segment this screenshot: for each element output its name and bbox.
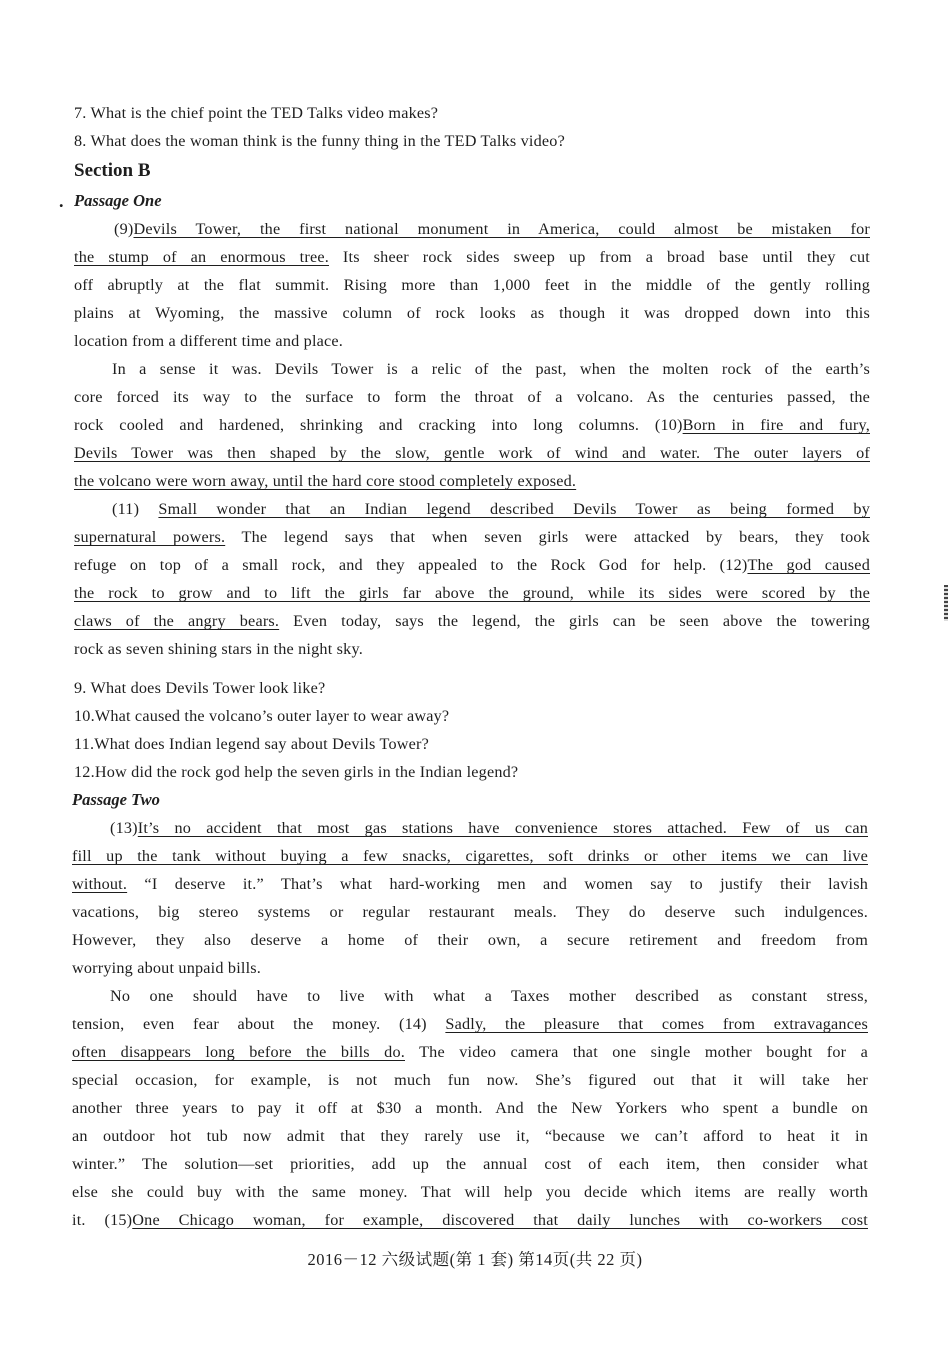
p3-line-5 [74, 611, 870, 631]
scan-edge-mark [944, 585, 948, 621]
plain-text: tension, even fear about the money. (14) [72, 1015, 446, 1033]
pt2-p2-line-3 [72, 1042, 868, 1062]
p1-line-4: plains at Wyoming, the massive column of rock looks as though it was dropped down into this [74, 304, 870, 322]
bullet-mark: . [59, 191, 64, 211]
p2-line-5 [74, 471, 576, 491]
underlined-text: Sadly, the pleasure that comes from extravagances [445, 1015, 868, 1033]
underlined-text: often disappears long before the bills do. [72, 1043, 405, 1061]
marker-11: (11) [112, 500, 159, 518]
pt2-p2-line-7: winter.” The solution—set priorities, add up the annual cost of each item, then consider what [72, 1155, 868, 1173]
p3-line-4 [74, 583, 870, 603]
pt2-p2-line-2 [72, 1014, 868, 1034]
marker-13: (13) [110, 819, 138, 837]
pt2-p1-line-4: vacations, big stereo systems or regular restaurant meals. They do deserve such indulgences. [72, 903, 868, 921]
underlined-text: One Chicago woman, for example, discovered that daily lunches with co-workers cost [132, 1211, 868, 1229]
p1-line-1 [74, 219, 870, 239]
pt2-p2-line-5: another three years to pay it off at $30 a month. And the New Yorkers who spent a bundle on [72, 1099, 868, 1117]
plain-text: Its sheer rock sides sweep up from a broad base until they cut [328, 248, 870, 266]
plain-text: “I deserve it.” That’s what hard-working men and women say to justify their lavish [127, 875, 868, 893]
underlined-text: Devils Tower was then shaped by the slow, gentle work of wind and water. The outer layers of [74, 444, 870, 462]
p3-line-1 [74, 499, 870, 519]
underlined-text: the stump of an enormous tree. [74, 248, 329, 266]
underlined-text: claws of the angry bears. [74, 612, 280, 630]
underlined-text: without. [72, 875, 128, 893]
plain-text: rock cooled and hardened, shrinking and cracking into long columns. (10) [74, 416, 683, 434]
pt2-p2-line-9 [72, 1210, 868, 1230]
plain-text: The video camera that one single mother bought for a [405, 1043, 868, 1061]
underlined-text: The god caused [747, 556, 870, 574]
p3-line-3 [74, 555, 870, 575]
passage-two-title: Passage Two [72, 790, 160, 809]
pt2-p1-line-5: However, they also deserve a home of their own, a secure retirement and freedom from [72, 931, 868, 949]
question-7: 7. What is the chief point the TED Talks video makes? [74, 104, 439, 122]
section-b-heading: Section B [74, 160, 151, 181]
passage-one-title: Passage One [74, 191, 162, 210]
underlined-text: Small wonder that an Indian legend described Devils Tower as being formed by [158, 500, 870, 518]
underlined-text: Devils Tower, the first national monument in America, could almost be mistaken for [133, 220, 870, 238]
underlined-text: fill up the tank without buying a few snacks, cigarettes, soft drinks or other items we can live [72, 847, 868, 865]
question-8: 8. What does the woman think is the funny thing in the TED Talks video? [74, 132, 565, 150]
p1-line-2 [74, 247, 870, 267]
p1-line-5: location from a different time and place. [74, 332, 344, 350]
plain-text: refuge on top of a small rock, and they appealed to the Rock God for help. (12) [74, 556, 748, 574]
p3-line-6: rock as seven shining stars in the night sky. [74, 640, 363, 658]
page-footer: 2016－12 六级试题(第 1 套) 第14页(共 22 页) [307, 1250, 643, 1269]
question-11: 11.What does Indian legend say about Devils Tower? [74, 735, 430, 753]
p3-line-2 [74, 527, 870, 547]
underlined-text: Born in fire and fury, [682, 416, 870, 434]
marker-9: (9) [114, 220, 134, 238]
underlined-text: the rock to grow and to lift the girls far above the ground, while its sides were scored by the [74, 584, 870, 602]
plain-text: The legend says that when seven girls were attacked by bears, they took [225, 528, 870, 546]
pt2-p1-line-1 [72, 818, 868, 838]
question-9: 9. What does Devils Tower look like? [74, 679, 326, 697]
pt2-p1-line-2 [72, 846, 868, 866]
p2-line-4 [74, 443, 870, 463]
plain-text: Even today, says the legend, the girls can be seen above the towering [279, 612, 870, 630]
p2-line-2: core forced its way to the surface to form the throat of a volcano. As the centuries passed, the [74, 388, 870, 406]
question-12: 12.How did the rock god help the seven girls in the Indian legend? [74, 763, 519, 781]
underlined-text: supernatural powers. [74, 528, 226, 546]
plain-text: it. (15) [72, 1211, 133, 1229]
pt2-p1-line-3 [72, 874, 868, 894]
p2-line-3 [74, 415, 870, 435]
pt2-p2-line-4: special occasion, for example, is not much fun now. She’s figured out that it will take her [72, 1071, 868, 1089]
underlined-text: It’s no accident that most gas stations have convenience stores attached. Few of us can [137, 819, 868, 837]
pt2-p1-line-6: worrying about unpaid bills. [72, 959, 262, 977]
p2-line-1: In a sense it was. Devils Tower is a relic of the past, when the molten rock of the earth’s [112, 360, 870, 378]
underlined-text: the volcano were worn away, until the hard core stood completely exposed. [74, 472, 577, 490]
pt2-p2-line-1: No one should have to live with what a Taxes mother described as constant stress, [110, 987, 868, 1005]
pt2-p2-line-8: else she could buy with the same money. That will help you decide which items are really worth [72, 1183, 868, 1201]
p1-line-3: off abruptly at the flat summit. Rising more than 1,000 feet in the middle of the gently rolling [74, 276, 870, 294]
pt2-p2-line-6: an outdoor hot tub now admit that they rarely use it, “because we can’t afford to heat it in [72, 1127, 868, 1145]
question-10: 10.What caused the volcano’s outer layer to wear away? [74, 707, 450, 725]
